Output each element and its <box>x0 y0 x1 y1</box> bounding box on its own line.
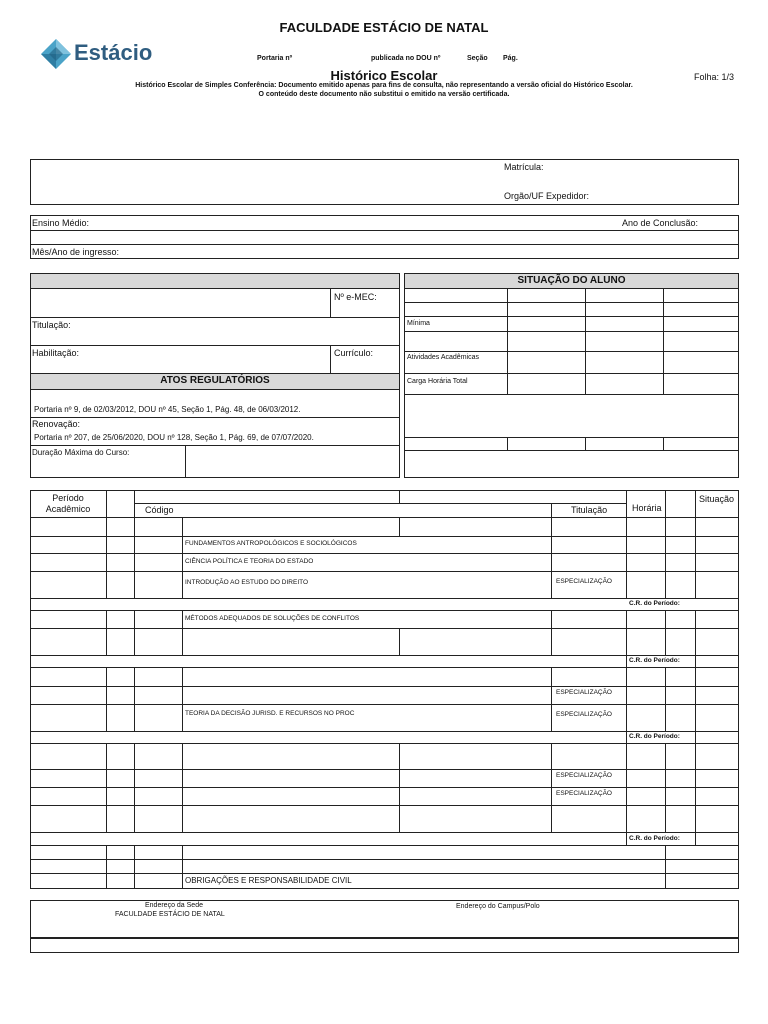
col-codigo: Código <box>145 505 174 515</box>
col-situacao: Situação <box>699 494 735 504</box>
especializacao-4: ESPECIALIZAÇÃO <box>556 772 612 779</box>
subject-4: TEORIA DA DECISÃO JURISD. E RECURSOS NO PROC <box>185 710 355 717</box>
subject-1: CIÊNCIA POLÍTICA E TEORIA DO ESTADO <box>185 558 314 565</box>
col-horaria: Horária <box>632 503 662 513</box>
situacao-box <box>404 273 739 478</box>
subject-2: INTRODUÇÃO AO ESTUDO DO DIREITO <box>185 579 309 586</box>
cr-periodo-2: C.R. do Período: <box>629 657 680 664</box>
institution-name: FACULDADE ESTÁCIO DE NATAL <box>279 20 489 35</box>
address-sub-box <box>30 938 739 953</box>
renovacao-text: Portaria nº 207, de 25/06/2020, DOU nº 128, Seção 1, Pág. 69, de 07/07/2020. <box>34 433 314 442</box>
especializacao-2: ESPECIALIZAÇÃO <box>556 689 612 696</box>
portaria-label: Portaria nº <box>257 55 293 62</box>
situacao-header: SITUAÇÃO DO ALUNO <box>517 275 626 286</box>
cr-periodo-3: C.R. do Período: <box>629 733 680 740</box>
subject-0: FUNDAMENTOS ANTROPOLÓGICOS E SOCIOLÓGICOS <box>185 540 357 547</box>
col-periodo: Período Acadêmico <box>45 493 91 514</box>
matricula-label: Matrícula: <box>504 162 544 172</box>
cr-periodo-1: C.R. do Período: <box>629 600 680 607</box>
subject-3: MÉTODOS ADEQUADOS DE SOLUÇÕES DE CONFLITOS <box>185 615 360 622</box>
campus-label: Endereço do Campus/Polo <box>456 903 540 910</box>
atos-header: ATOS REGULATÓRIOS <box>160 375 270 386</box>
duracao-label: Duração Máxima do Curso: <box>32 448 130 457</box>
minima-label: Mínima <box>407 320 430 327</box>
page-title: Histórico Escolar <box>330 68 438 83</box>
col-titulacao: Titulação <box>571 505 608 515</box>
mes-ano-ingresso-label: Mês/Ano de ingresso: <box>32 247 120 257</box>
curriculo-label: Currículo: <box>334 348 374 358</box>
especializacao-3: ESPECIALIZAÇÃO <box>556 711 612 718</box>
pag-label: Pág. <box>503 55 518 62</box>
titulacao-label: Titulação: <box>32 320 71 330</box>
sede-label: Endereço da Sede <box>145 902 203 909</box>
sede-value: FACULDADE ESTÁCIO DE NATAL <box>115 911 225 918</box>
especializacao-5: ESPECIALIZAÇÃO <box>556 790 612 797</box>
ensino-medio-label: Ensino Médio: <box>32 218 90 228</box>
address-box <box>30 900 739 938</box>
publicada-label: publicada no DOU nº <box>371 55 441 62</box>
renovacao-label: Renovação: <box>32 419 81 429</box>
subject-5: OBRIGAÇÕES E RESPONSABILIDADE CIVIL <box>185 876 352 885</box>
student-info-box <box>30 159 739 205</box>
especializacao-1: ESPECIALIZAÇÃO <box>556 578 612 585</box>
carga-label: Carga Horária Total <box>407 378 468 385</box>
diamond-logo-icon <box>40 38 72 70</box>
emec-label: Nº e-MEC: <box>334 292 377 302</box>
habilitacao-label: Habilitação: <box>32 348 80 358</box>
ano-conclusao-label: Ano de Conclusão: <box>622 218 699 228</box>
notice-line-1: Histórico Escolar de Simples Conferência: Documento emitido apenas para fins de consulta, não representando a versão oficial do Histórico Escolar. <box>135 82 633 89</box>
cr-periodo-4: C.R. do Período: <box>629 835 680 842</box>
grades-table <box>30 490 739 889</box>
notice-line-2: O conteúdo deste documento não substitui o emitido na versão certificada. <box>258 91 510 98</box>
secao-label: Seção <box>467 55 488 62</box>
folha-label: Folha: 1/3 <box>694 72 735 82</box>
logo-text: Estácio <box>74 40 153 65</box>
atividades-label: Atividades Acadêmicas <box>407 354 479 361</box>
orgao-label: Orgão/UF Expedidor: <box>504 191 590 201</box>
portaria-text: Portaria nº 9, de 02/03/2012, DOU nº 45, Seção 1, Pág. 48, de 06/03/2012. <box>34 405 301 414</box>
